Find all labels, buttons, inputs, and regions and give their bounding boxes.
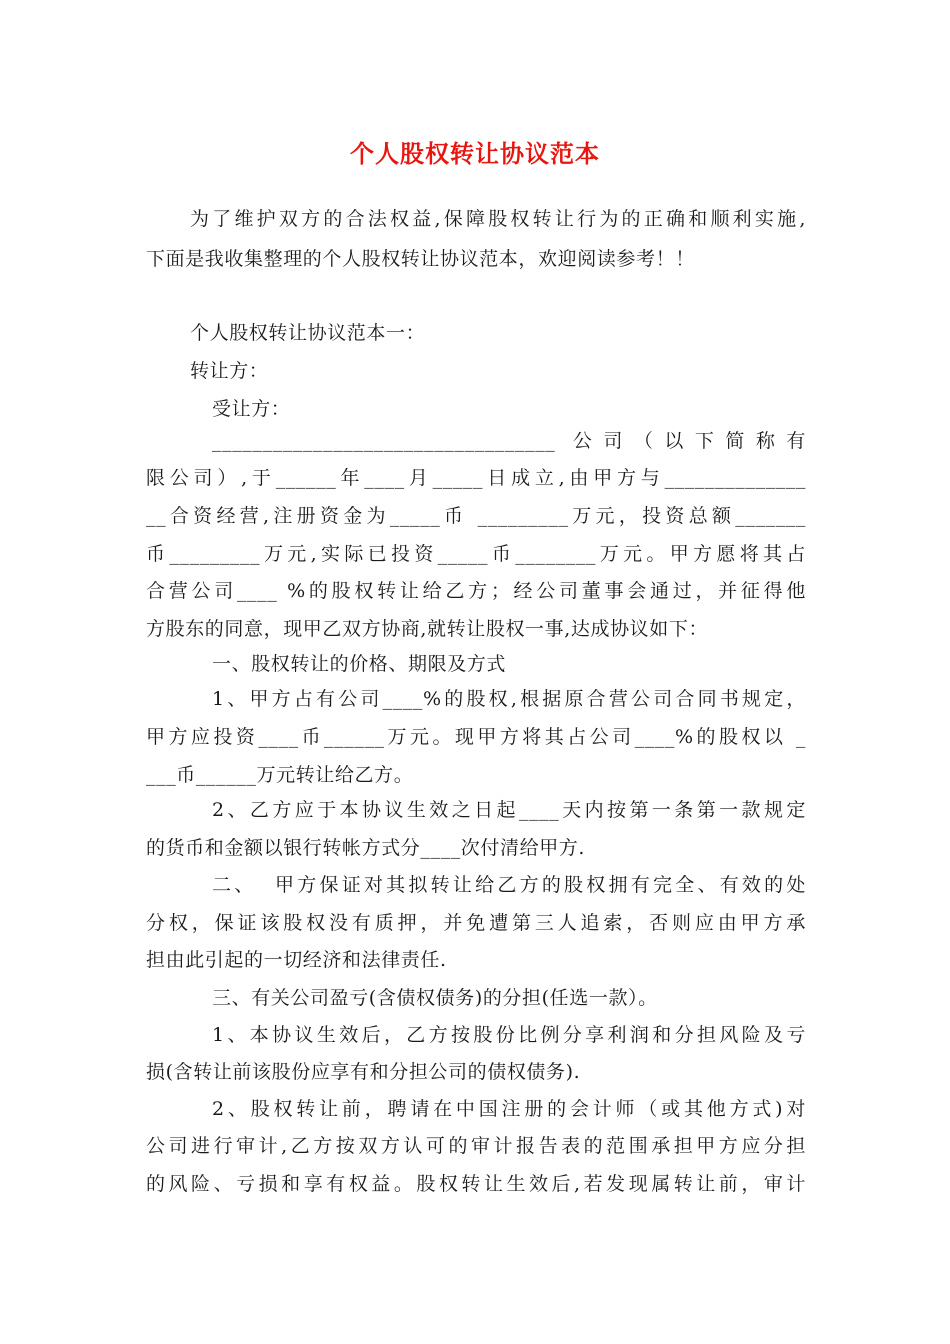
body-line: 方股东的同意，现甲乙双方协商,就转让股权一事,达成协议如下： <box>146 618 709 640</box>
body-line: 的风险、亏损和享有权益。股权转让生效后,若发现属转让前，审计 <box>146 1173 806 1195</box>
transferor-label: 转让方： <box>190 360 269 382</box>
body-line: 公司进行审计,乙方按双方认可的审计报告表的范围承担甲方应分担 <box>146 1135 806 1157</box>
body-line: 2、乙方应于本协议生效之日起____天内按第一条第一款规定 <box>212 799 806 821</box>
body-line: 2、股权转让前，聘请在中国注册的会计师（或其他方式)对 <box>212 1098 806 1120</box>
body-line: __合资经营,注册资金为_____币 _________万元，投资总额_______ <box>146 505 806 527</box>
intro-line-1: 为了维护双方的合法权益,保障股权转让行为的正确和顺利实施, <box>190 208 806 230</box>
body-line: 合营公司____ %的股权转让给乙方；经公司董事会通过，并征得他 <box>146 580 806 602</box>
body-line: 币_________万元,实际已投资_____币________万元。甲方愿将其占 <box>146 543 806 565</box>
body-line: 1、本协议生效后，乙方按股份比例分享利润和分担风险及亏 <box>212 1024 806 1046</box>
transferee-label: 受让方： <box>212 398 291 420</box>
body-line: 限公司）,于______年____月_____日成立,由甲方与______________ <box>146 467 806 489</box>
body-line: 分权，保证该股权没有质押，并免遭第三人追索，否则应由甲方承 <box>146 912 806 934</box>
document-title: 个人股权转让协议范本 <box>350 140 600 168</box>
clause-heading-1: 一、股权转让的价格、期限及方式 <box>212 653 507 675</box>
body-line: 1、甲方占有公司____%的股权,根据原合营公司合同书规定， <box>212 688 806 710</box>
body-line: 损(含转让前该股份应享有和分担公司的债权债务). <box>146 1061 581 1083</box>
clause-heading-3: 三、有关公司盈亏(含债权债务)的分担(任选一款）。 <box>212 987 658 1009</box>
clause-heading-2: 二、 甲方保证对其拟转让给乙方的股权拥有完全、有效的处 <box>212 874 806 896</box>
section-heading: 个人股权转让协议范本一： <box>190 322 426 344</box>
body-line: 担由此引起的一切经济和法律责任. <box>146 949 447 971</box>
body-line: 甲方应投资____币______万元。现甲方将其占公司____%的股权以 _ <box>146 726 806 748</box>
body-line: 的货币和金额以银行转帐方式分____次付清给甲方. <box>146 837 586 859</box>
body-line: ___币______万元转让给乙方。 <box>146 764 414 786</box>
body-line: __________________________________ 公司（以下简称有 <box>212 430 806 452</box>
intro-line-2: 下面是我收集整理的个人股权转让协议范本，欢迎阅读参考！！ <box>146 248 695 270</box>
